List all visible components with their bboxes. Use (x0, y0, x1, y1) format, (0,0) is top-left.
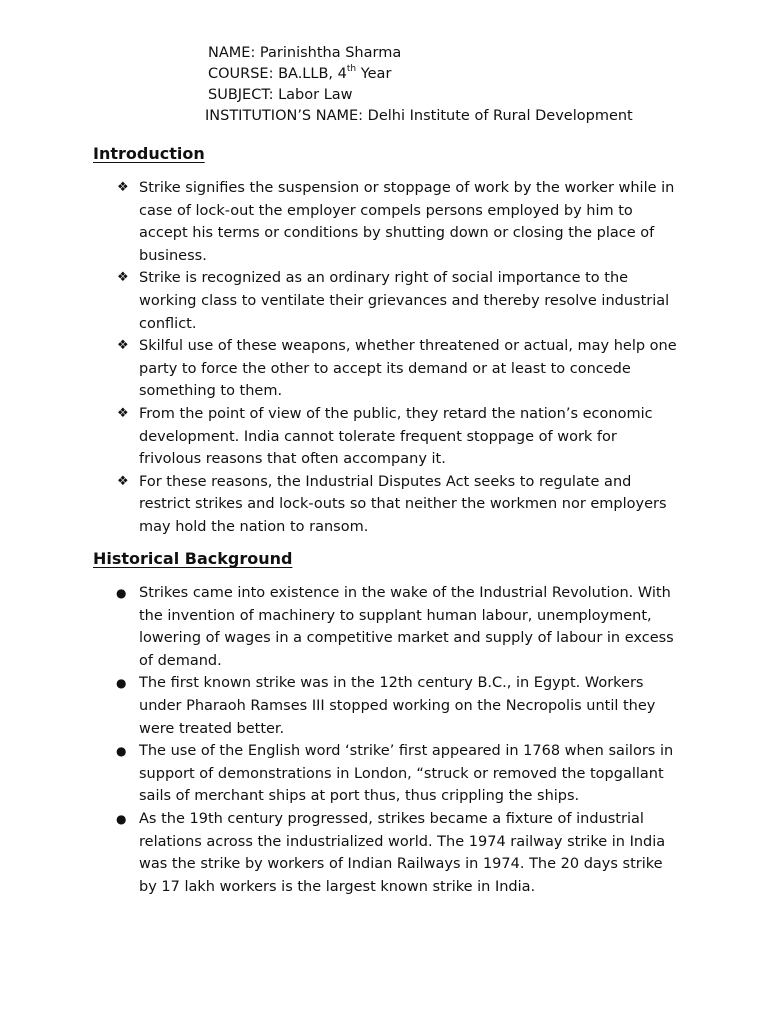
list-item-text: Strike signifies the suspension or stoppage of work by the worker while in case of lock-out the employer compels persons employed by him to accept his terms or conditions by shutting down or closing the place of business. (139, 180, 675, 264)
course-superscript: th (346, 64, 357, 75)
list-item-text: The first known strike was in the 12th century B.C., in Egypt. Workers under Pharaoh Ramses III stopped working on the Necropolis until they were treated better. (139, 675, 656, 737)
list-item (0, 582, 768, 672)
dot-bullet-icon: ● (116, 811, 127, 826)
diamond-bullet-icon: ❖ (117, 473, 129, 489)
diamond-bullet-icon: ❖ (117, 405, 129, 421)
list-item (0, 471, 768, 539)
list-item (0, 177, 768, 267)
list-item (0, 672, 768, 740)
dot-bullet-icon: ● (116, 744, 127, 759)
institution-line: INSTITUTION’S NAME: Delhi Institute of Rural Development (205, 108, 633, 124)
diamond-bullet-icon: ❖ (117, 180, 129, 195)
list-item-text: Strike is recognized as an ordinary right of social importance to the working class to ventilate their grievances and thereby resolve industrial conflict. (139, 270, 670, 332)
introduction-heading: Introduction (93, 144, 205, 163)
introduction-list (0, 177, 768, 539)
list-item (0, 267, 768, 335)
course-line (208, 64, 391, 85)
historical-list (0, 582, 768, 898)
diamond-bullet-icon: ❖ (117, 270, 129, 286)
dot-bullet-icon: ● (116, 676, 127, 691)
list-item-text: From the point of view of the public, they retard the nation’s economic development. India cannot tolerate frequent stoppage of work for frivolous reasons that often accompany it. (139, 405, 653, 468)
list-item-text: As the 19th century progressed, strikes became a fixture of industrial relations across the industrialized world. The 1974 railway strike in India was the strike by workers of Indian Railways in 1974. The 20 days strike by 17 lakh workers is the largest known strike in India. (139, 810, 666, 895)
list-item (0, 740, 768, 808)
course-text: COURSE: BA.LLB, 4 (208, 66, 347, 82)
list-item-text: Strikes came into existence in the wake of the Industrial Revolution. With the invention of machinery to supplant human labour, unemployment, lowering of wages in a competitive market and supply of labour in excess of demand. (139, 585, 674, 669)
list-item-text: Skilful use of these weapons, whether threatened or actual, may help one party to force the other to accept its demand or at least to concede something to them. (139, 338, 677, 400)
list-item (0, 808, 768, 898)
subject-line: SUBJECT: Labor Law (208, 87, 353, 103)
student-name: NAME: Parinishtha Sharma (208, 45, 402, 61)
list-item-text: The use of the English word ‘strike’ first appeared in 1768 when sailors in support of demonstrations in London, “struck or removed the topgallant sails of merchant ships at port thus, thus crippling the ships. (139, 743, 674, 805)
dot-bullet-icon: ● (116, 586, 127, 600)
historical-background-heading: Historical Background (93, 549, 293, 568)
list-item (0, 335, 768, 403)
course-suffix: Year (356, 66, 392, 82)
list-item (0, 403, 768, 471)
diamond-bullet-icon: ❖ (117, 338, 129, 354)
list-item-text: For these reasons, the Industrial Disputes Act seeks to regulate and restrict strikes and lock-outs so that neither the workmen nor employers may hold the nation to ransom. (139, 473, 667, 535)
